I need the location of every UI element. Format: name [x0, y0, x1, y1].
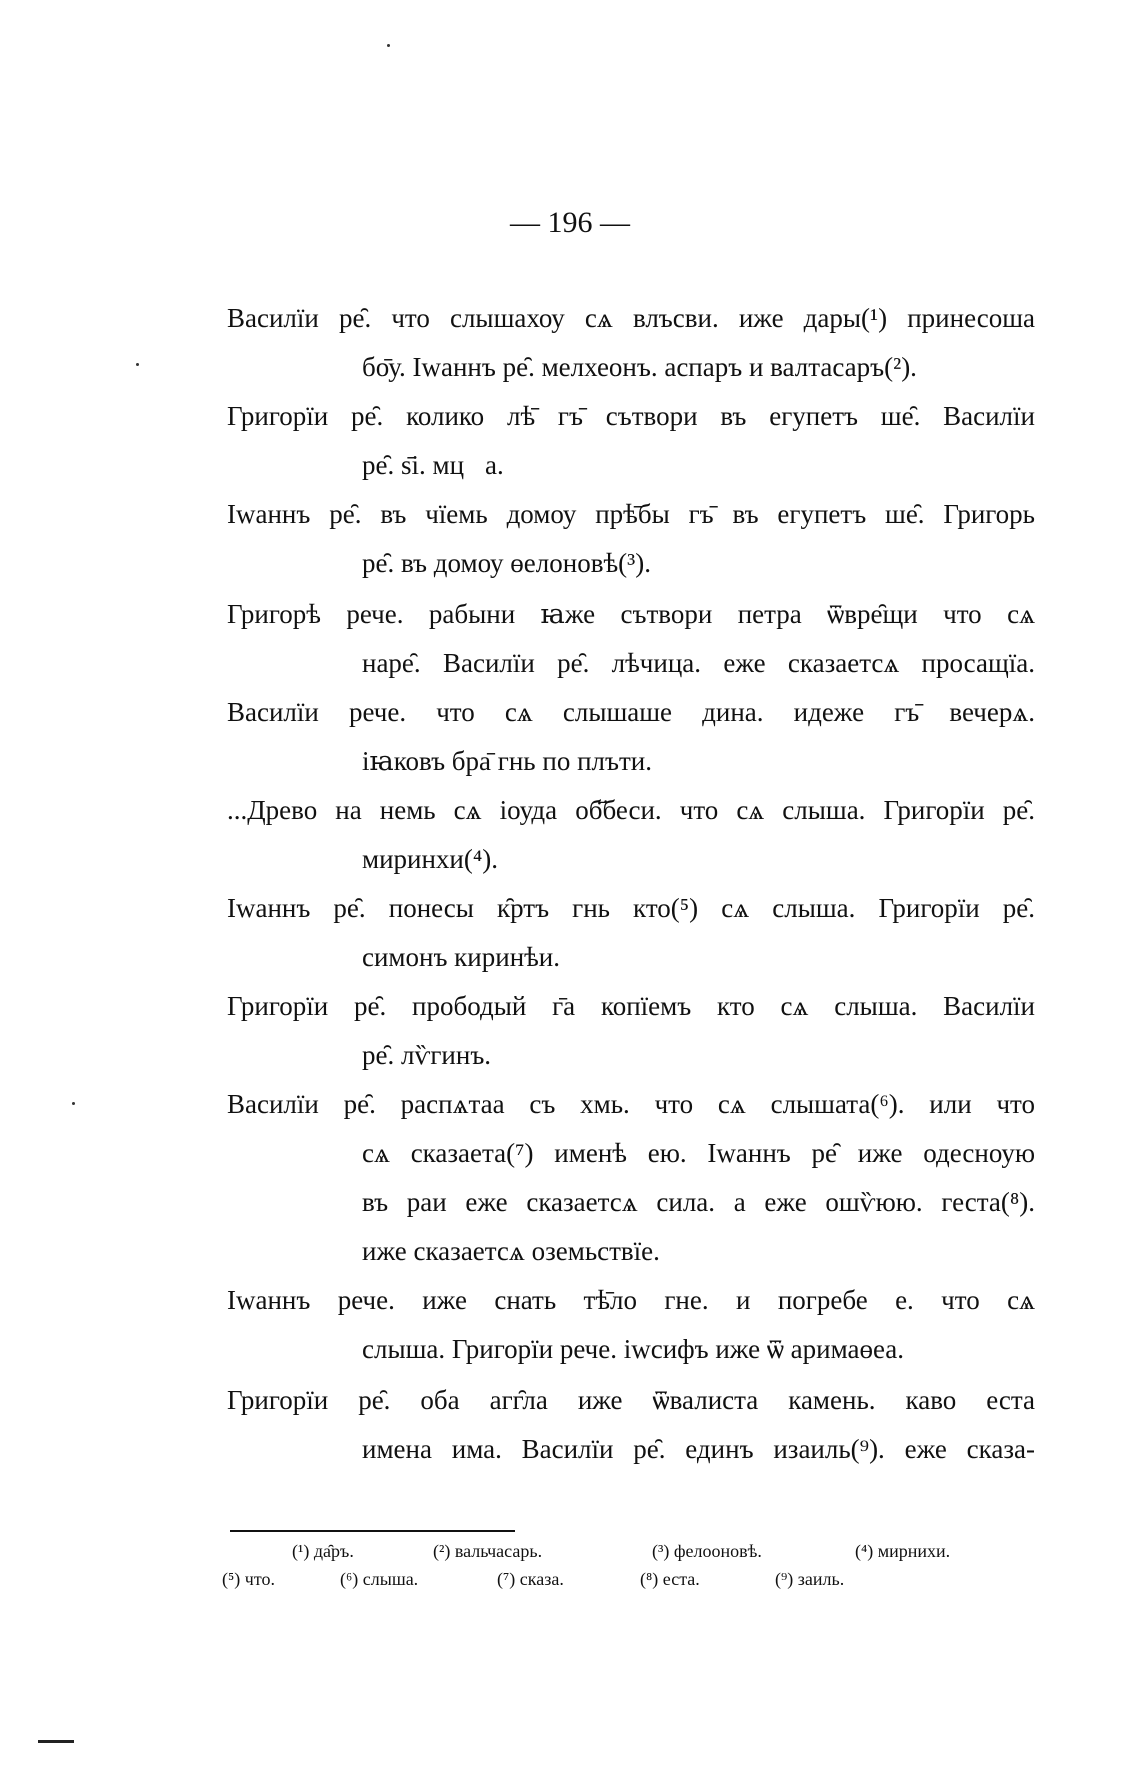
text-line: Iwаннъ рече. иже снать тѣ̄ло гне. и погребе е. что сѧ [227, 1285, 1035, 1315]
footnote: (⁵) что. [222, 1569, 275, 1589]
footnote: (⁶) слыша. [340, 1569, 419, 1589]
scan-speck [72, 1102, 75, 1105]
text-line: миринхи(⁴). [362, 844, 499, 874]
text-line: Григорѣ рече. рабыни ꙗже сътвори петра ѿвре̑щи что сѧ [227, 599, 1035, 629]
text-line: Василїи ре̑. распѧтаа съ хмь. что сѧ слышата(⁶). или что [227, 1089, 1035, 1119]
footnote: (⁸) еста. [640, 1569, 700, 1589]
text-line: сѧ сказаета(⁷) именѣ ею. Iwаннъ ре̑ иже одесноую [362, 1138, 1035, 1168]
text-line: иже сказаетсѧ оземьствїе. [362, 1236, 660, 1266]
scan-speck [136, 363, 139, 366]
footnote: (³) фелооновѣ. [652, 1541, 762, 1561]
text-line: Василїи ре̑. что слышахоу сѧ влъсви. иже дары(¹) принесоша [227, 303, 1035, 333]
text-line: слыша. Григорїи рече. iwсифъ иже ѿ аримаөеа. [362, 1334, 905, 1364]
footnote: (⁷) сказа. [497, 1569, 564, 1589]
text-line: Iwаннъ ре̑. понесы к̑ртъ гнь кто(⁵) сѧ слыша. Григорїи ре̑. [227, 893, 1035, 923]
text-line: iꙗковъ бра̄ гнь по плъти. [362, 746, 652, 776]
text-line: ...Древо на немь сѧ iоуда об҃беси. что сѧ слыша. Григорїи ре̑. [227, 795, 1035, 825]
scan-mark [38, 1740, 74, 1743]
text-line: ре̑. въ домоу өелоновѣ(³). [362, 548, 651, 578]
footnote: (¹) да̑ръ. [292, 1541, 354, 1561]
footnote: (⁹) заиль. [775, 1569, 845, 1589]
page-number: — 196 — [510, 206, 630, 239]
footnote-rule [230, 1530, 515, 1532]
text-line: Григорїи ре̑. прободый г̄а копїемъ кто сѧ слыша. Василїи [227, 991, 1035, 1021]
text-line: Василїи рече. что сѧ слышаше дина. идеже гъ̄ вечерѧ. [227, 697, 1035, 727]
text-line: ре̑. ѕ̄і. мцⷭа. [362, 450, 504, 480]
footnote: (⁴) мирнихи. [855, 1541, 951, 1561]
text-line: бо̄у. Iwаннъ ре̑. мелхеонъ. аспаръ и валтасаръ(²). [362, 352, 917, 382]
text-line: Григорїи ре̑. колико лѣ̄ гъ̄ сътвори въ егупетъ ше̑. Василїи [227, 401, 1035, 431]
text-line: Григорїи ре̑. оба агг̑ла иже ѿвалиста камень. каво еста [227, 1385, 1035, 1415]
text-line: симонъ киринѣи. [362, 942, 561, 972]
footnote: (²) вальчасарь. [433, 1541, 543, 1561]
scan-speck [387, 44, 390, 47]
text-line: Iwаннъ ре̑. въ чїемь домоу прѣ̄бы гъ̄ въ егупетъ ше̑. Григорь [227, 499, 1035, 529]
text-line: имена има. Василїи ре̑. единъ изаиль(⁹). еже сказа- [362, 1434, 1035, 1464]
text-line: наре̑. Василїи ре̑. лѣчица. еже сказаетсѧ просащїа. [362, 648, 1035, 678]
text-line: въ раи еже сказаетсѧ сила. а еже ошѷюю. геста(⁸). [362, 1187, 1035, 1217]
text-line: ре̑. лѷгинъ. [362, 1040, 492, 1070]
